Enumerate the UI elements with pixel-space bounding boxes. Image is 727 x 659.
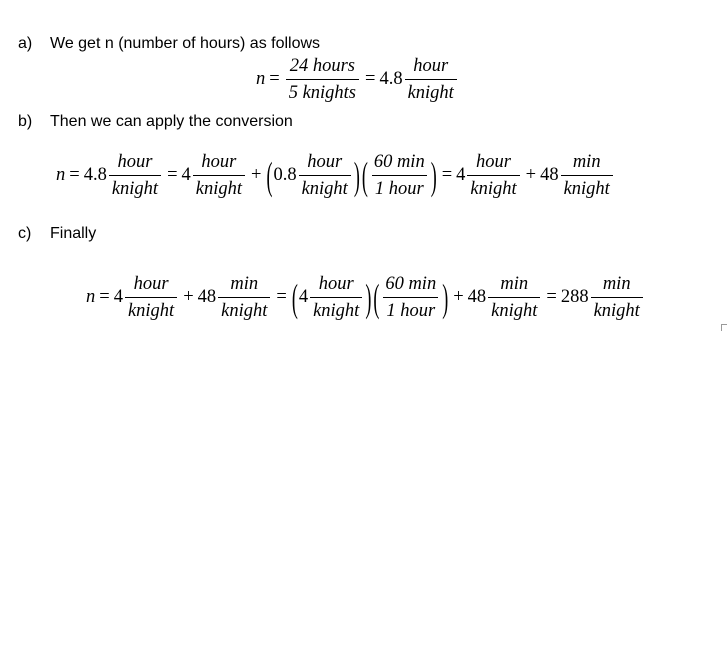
eq-b-fraction-4-numerator: 60 min: [373, 152, 425, 172]
eq-c-fraction-3-denominator: knight: [310, 297, 362, 321]
eq-c-right-paren-2: ): [442, 275, 449, 320]
eq-a-equals-1: =: [269, 69, 280, 89]
item-c-label: c): [18, 225, 32, 242]
equation-b: [56, 152, 615, 199]
eq-a-fraction-1: [286, 56, 359, 103]
eq-b-equals-1: =: [69, 165, 80, 185]
eq-b-fraction-6: [561, 152, 613, 199]
eq-b-plus-1: +: [251, 165, 262, 185]
eq-c-right-paren-1: ): [365, 275, 372, 320]
eq-c-fraction-2: [218, 274, 270, 321]
eq-c-fraction-6-denominator: knight: [591, 297, 643, 321]
eq-b-lhs: n: [56, 165, 66, 185]
item-a-text: We get n (number of hours) as follows: [50, 35, 321, 52]
eq-b-fraction-3-numerator: hour: [307, 152, 343, 172]
item-b-text: Then we can apply the conversion: [50, 113, 293, 130]
eq-b-fraction-6-numerator: min: [572, 152, 601, 172]
eq-c-coefficient-2: 48: [197, 287, 217, 307]
eq-b-left-paren-1: (: [266, 153, 273, 198]
eq-c-fraction-5-denominator: knight: [488, 297, 540, 321]
eq-c-equals-3: =: [546, 287, 557, 307]
equation-anchor-mark: [721, 324, 727, 331]
eq-b-coefficient-4: 4: [456, 165, 466, 185]
eq-b-right-paren-2: ): [430, 153, 437, 198]
eq-b-fraction-4: [371, 152, 428, 199]
eq-b-plus-2: +: [525, 165, 537, 185]
eq-b-fraction-5-numerator: hour: [476, 152, 511, 172]
eq-a-fraction-1-denominator: 5 knights: [286, 79, 359, 103]
eq-c-fraction-2-numerator: min: [230, 274, 259, 294]
eq-c-fraction-6-numerator: min: [602, 274, 631, 294]
eq-b-fraction-3: [299, 152, 351, 199]
eq-a-fraction-1-numerator: 24 hours: [289, 56, 355, 76]
item-b-label: b): [18, 113, 33, 130]
eq-c-fraction-5-numerator: min: [500, 274, 529, 294]
eq-c-fraction-3-numerator: hour: [318, 274, 354, 294]
eq-c-left-paren-1: (: [291, 275, 298, 320]
item-c-text: Finally: [50, 225, 97, 242]
eq-b-fraction-2-denominator: knight: [193, 175, 245, 199]
eq-b-coefficient-5: 48: [540, 165, 559, 185]
eq-a-fraction-2-numerator: hour: [413, 56, 449, 76]
eq-b-fraction-2: [193, 152, 245, 199]
eq-b-equals-3: =: [441, 165, 453, 185]
eq-c-coefficient-1: 4: [113, 287, 123, 307]
eq-c-fraction-4: [382, 274, 439, 321]
eq-a-fraction-2-denominator: knight: [405, 79, 457, 103]
eq-b-left-paren-2: (: [361, 153, 368, 198]
eq-a-lhs: n: [256, 69, 266, 89]
equation-a: [256, 56, 459, 103]
eq-b-fraction-1-denominator: knight: [109, 175, 161, 199]
eq-c-fraction-3: [310, 274, 362, 321]
eq-c-fraction-5: [488, 274, 540, 321]
eq-c-fraction-1-denominator: knight: [125, 297, 177, 321]
eq-c-coefficient-4: 48: [467, 287, 487, 307]
eq-c-left-paren-2: (: [373, 275, 380, 320]
eq-c-fraction-1: [125, 274, 177, 321]
eq-c-fraction-4-numerator: 60 min: [385, 274, 437, 294]
eq-b-coefficient-2: 4: [181, 165, 191, 185]
eq-c-lhs: n: [86, 287, 96, 307]
eq-c-plus-2: +: [453, 287, 464, 307]
eq-c-coefficient-3: 4: [298, 287, 309, 307]
eq-c-fraction-1-numerator: hour: [133, 274, 169, 294]
equation-c: [86, 274, 645, 321]
eq-b-fraction-3-denominator: knight: [299, 175, 351, 199]
item-a-label: a): [18, 35, 33, 52]
eq-c-fraction-6: [591, 274, 643, 321]
eq-b-fraction-1-numerator: hour: [117, 152, 153, 172]
eq-b-fraction-2-numerator: hour: [201, 152, 237, 172]
eq-b-right-paren-1: ): [353, 153, 360, 198]
eq-b-equals-2: =: [167, 165, 178, 185]
eq-b-fraction-6-denominator: knight: [561, 175, 613, 199]
eq-c-plus-1: +: [183, 287, 194, 307]
eq-c-coefficient-5: 288: [560, 287, 589, 307]
eq-a-coefficient: 4.8: [379, 69, 403, 89]
eq-b-fraction-5: [467, 152, 519, 199]
eq-b-fraction-1: [109, 152, 161, 199]
eq-b-coefficient-1: 4.8: [83, 165, 107, 185]
eq-c-fraction-2-denominator: knight: [218, 297, 270, 321]
eq-a-equals-2: =: [365, 69, 376, 89]
eq-c-equals-2: =: [276, 287, 287, 307]
eq-b-coefficient-3: 0.8: [273, 165, 297, 185]
eq-b-fraction-5-denominator: knight: [467, 175, 519, 199]
eq-c-equals-1: =: [99, 287, 110, 307]
eq-a-fraction-2: [405, 56, 457, 103]
eq-c-fraction-4-denominator: 1 hour: [383, 297, 438, 321]
eq-b-fraction-4-denominator: 1 hour: [372, 175, 427, 199]
